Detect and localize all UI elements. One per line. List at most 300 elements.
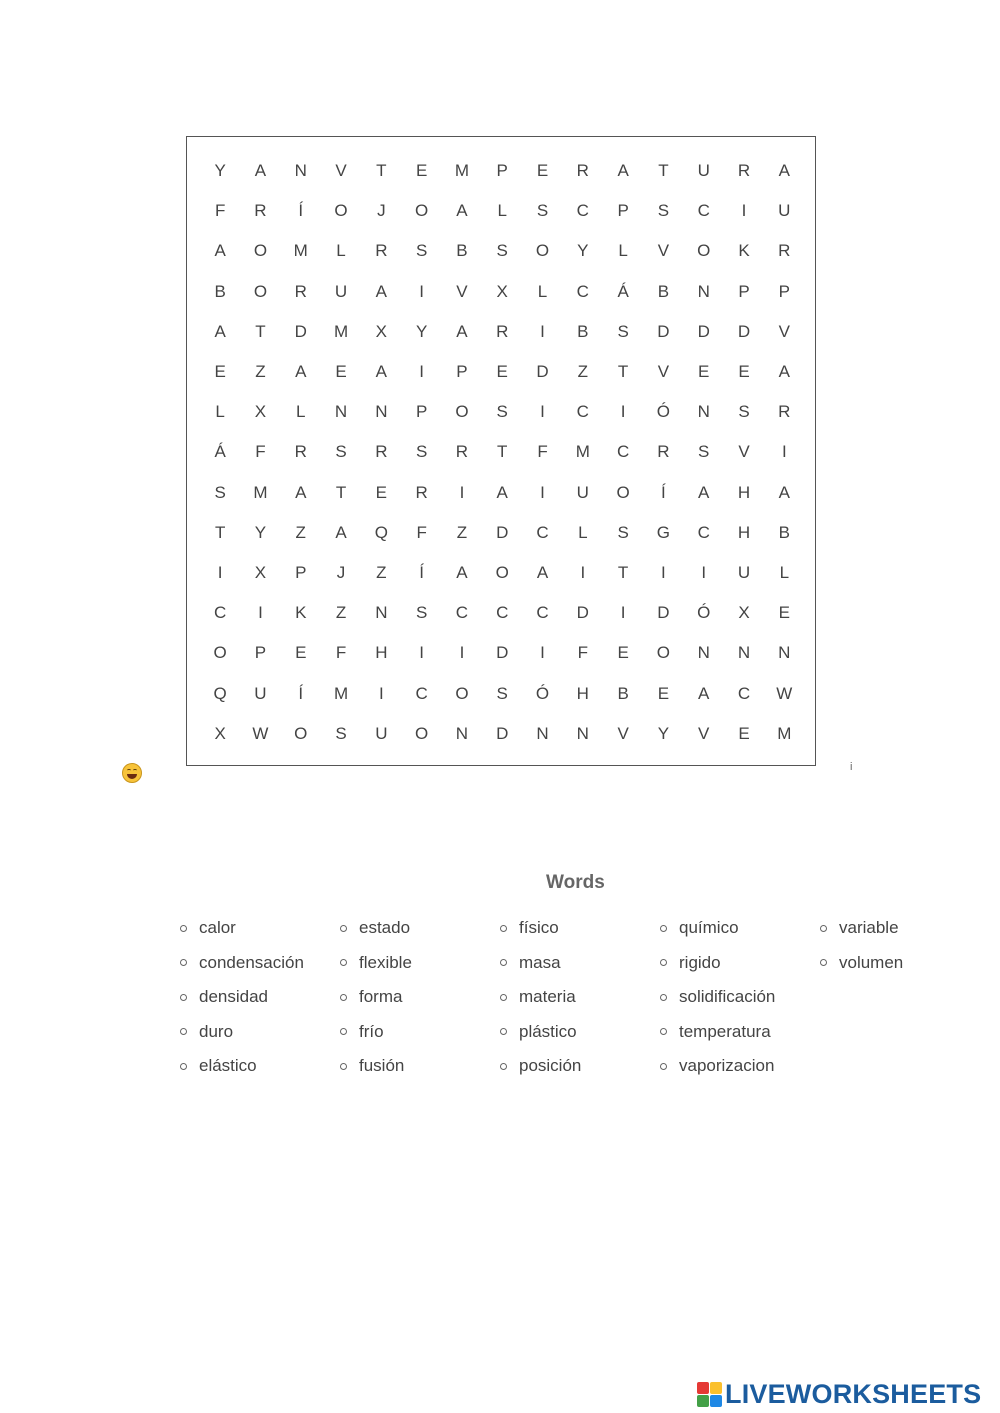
grid-cell[interactable]: E [335, 362, 347, 382]
grid-cell[interactable]: Y [415, 321, 428, 341]
grid-cell[interactable]: E [415, 161, 428, 181]
grid-cell[interactable]: R [375, 241, 388, 261]
grid-cell[interactable]: U [254, 683, 267, 703]
bullet-icon [180, 1028, 187, 1035]
grid-cell[interactable]: I [701, 562, 707, 582]
grid-cell[interactable]: M [333, 321, 349, 341]
grid-cell[interactable]: O [213, 643, 227, 663]
grid-cell[interactable]: Z [577, 362, 589, 382]
grid-cell[interactable]: C [214, 603, 227, 623]
grid-cell[interactable]: Á [214, 442, 226, 462]
grid-cell[interactable]: N [778, 643, 791, 663]
grid-cell[interactable]: F [577, 643, 589, 663]
bullet-icon [660, 1028, 667, 1035]
grid-cell[interactable]: U [334, 281, 348, 301]
grid-cell[interactable]: M [454, 161, 470, 181]
grid-cell[interactable]: D [294, 321, 307, 341]
grid-cell[interactable]: I [781, 442, 787, 462]
word-item [660, 1022, 771, 1042]
grid-cell[interactable]: S [496, 402, 508, 422]
grid-cell[interactable]: E [778, 603, 790, 623]
grid-cell[interactable]: S [214, 482, 226, 502]
word-label: temperatura [679, 1021, 771, 1041]
grid-cell[interactable]: H [737, 522, 751, 542]
grid-cell[interactable]: E [738, 362, 750, 382]
grid-cell[interactable]: C [697, 522, 710, 542]
bullet-icon [820, 959, 827, 966]
grid-cell[interactable]: X [254, 562, 267, 582]
grid-cell[interactable]: L [578, 522, 588, 542]
grid-cell[interactable]: C [616, 442, 630, 462]
grid-cell[interactable]: M [333, 683, 349, 703]
word-item [340, 1022, 384, 1042]
grid-cell[interactable]: I [620, 402, 626, 422]
grid-cell[interactable]: K [738, 241, 750, 261]
bullet-icon [180, 925, 187, 932]
word-item [180, 1056, 257, 1076]
grid-cell[interactable]: P [496, 161, 508, 181]
grid-cell[interactable]: P [738, 281, 750, 301]
grid-cell[interactable]: U [697, 161, 710, 181]
grid-cell[interactable]: L [537, 281, 548, 301]
grid-cell[interactable]: S [496, 683, 508, 703]
grid-cell[interactable]: H [576, 683, 589, 703]
grid-cell[interactable]: R [294, 442, 307, 462]
word-label: químico [679, 918, 739, 937]
grid-cell[interactable]: I [459, 643, 465, 663]
grid-cell[interactable]: O [253, 281, 268, 301]
grid-cell[interactable]: G [656, 522, 671, 542]
grid-cell[interactable]: P [456, 362, 468, 382]
bullet-icon [500, 959, 507, 966]
grid-cell[interactable]: B [778, 522, 790, 542]
grid-cell[interactable]: O [656, 643, 671, 663]
word-item [820, 918, 899, 938]
word-item [500, 953, 561, 973]
word-label: fusión [359, 1056, 405, 1075]
grid-cell[interactable]: F [255, 442, 266, 462]
grid-cell[interactable]: A [456, 562, 468, 582]
grid-cell[interactable]: Í [298, 683, 304, 703]
grid-cell[interactable]: A [536, 562, 549, 582]
grid-cell[interactable]: N [697, 643, 710, 663]
grid-cell[interactable]: C [536, 603, 549, 623]
grid-cell[interactable]: R [778, 241, 791, 261]
bullet-icon [340, 1028, 347, 1035]
word-search-puzzle [186, 136, 816, 766]
word-item [340, 918, 410, 938]
grid-cell[interactable]: A [456, 201, 468, 221]
word-item [820, 953, 903, 973]
bullet-icon [180, 1063, 187, 1070]
grid-cell[interactable]: V [657, 241, 670, 261]
grid-cell[interactable]: A [778, 161, 790, 181]
grid-cell[interactable]: E [375, 482, 387, 502]
grid-cell[interactable]: F [416, 522, 427, 542]
grid-cell[interactable]: O [535, 241, 550, 261]
word-label: vaporizacion [679, 1056, 775, 1075]
word-label: forma [359, 987, 403, 1006]
word-item [340, 987, 402, 1007]
grid-cell[interactable]: N [697, 402, 710, 422]
grid-cell[interactable]: P [254, 643, 267, 663]
grid-cell[interactable]: D [697, 321, 710, 341]
grid-cell[interactable]: R [496, 321, 509, 341]
grid-cell[interactable]: Q [213, 683, 227, 703]
word-list [180, 918, 980, 1098]
grid-cell[interactable]: N [576, 723, 589, 743]
word-label: frío [359, 1021, 384, 1041]
grid-cell[interactable]: C [496, 603, 509, 623]
grid-cell[interactable]: H [737, 482, 751, 502]
grid-cell[interactable]: Y [254, 522, 267, 542]
grid-cell[interactable]: O [253, 241, 268, 261]
grid-cell[interactable]: P [415, 402, 428, 422]
grid-cell[interactable]: I [419, 281, 424, 301]
word-label: densidad [199, 987, 269, 1006]
grid-cell[interactable]: N [455, 723, 469, 743]
word-label: flexible [359, 952, 412, 972]
word-label: variable [839, 918, 899, 937]
grid-cell[interactable]: X [375, 321, 387, 341]
grid-cell[interactable]: P [617, 201, 629, 221]
grid-cell[interactable]: S [496, 241, 508, 261]
grid-cell[interactable]: Y [214, 161, 226, 181]
grid-cell[interactable]: B [577, 321, 589, 341]
grid-cell[interactable]: E [657, 683, 670, 703]
grid-cell[interactable]: I [419, 643, 424, 663]
grid-cell[interactable]: C [415, 683, 428, 703]
grid-cell[interactable]: M [253, 482, 268, 502]
grid-cell[interactable]: H [375, 643, 388, 663]
grid-cell[interactable]: L [779, 562, 790, 582]
grid-cell[interactable]: I [661, 562, 666, 582]
grid-cell[interactable]: M [575, 442, 590, 462]
word-label: calor [199, 918, 236, 937]
logo-text: LIVEWORKSHEETS [725, 1378, 982, 1409]
word-label: duro [199, 1021, 234, 1041]
grid-cell[interactable]: S [617, 321, 629, 341]
grid-cell[interactable]: C [455, 603, 469, 623]
word-label: plástico [519, 1021, 577, 1041]
grid-cell[interactable]: S [335, 723, 347, 743]
grid-cell[interactable]: Q [374, 522, 388, 542]
grid-cell[interactable]: O [415, 723, 429, 743]
grid-cell[interactable]: D [496, 522, 509, 542]
grid-cell[interactable]: O [415, 201, 429, 221]
letter-grid [200, 151, 804, 754]
grid-cell[interactable]: X [214, 723, 226, 743]
grid-cell[interactable]: S [415, 442, 428, 462]
bullet-icon [340, 959, 347, 966]
grid-cell[interactable]: P [295, 562, 307, 582]
grid-cell[interactable]: T [617, 362, 629, 382]
grid-cell[interactable]: B [214, 281, 226, 301]
grid-cell[interactable]: A [214, 321, 226, 341]
grid-cell[interactable]: R [576, 161, 589, 181]
grid-cell[interactable]: R [737, 161, 751, 181]
grid-cell[interactable]: A [496, 482, 508, 502]
word-label: volumen [839, 952, 904, 972]
bullet-icon [660, 925, 667, 932]
grid-cell[interactable]: D [576, 603, 589, 623]
grid-cell[interactable]: Á [617, 281, 629, 301]
grid-cell[interactable]: Z [335, 603, 347, 623]
grid-cell[interactable]: T [497, 442, 508, 462]
grid-cell[interactable]: E [698, 362, 710, 382]
grid-cell[interactable]: C [576, 281, 589, 301]
grid-cell[interactable]: A [778, 362, 790, 382]
grid-cell[interactable]: T [255, 321, 266, 341]
grid-cell[interactable]: A [617, 161, 629, 181]
grid-cell[interactable]: D [536, 362, 549, 382]
grid-cell[interactable]: D [657, 603, 670, 623]
grid-cell[interactable]: N [536, 723, 549, 743]
word-item [500, 1022, 577, 1042]
word-label: estado [359, 918, 411, 937]
grid-cell[interactable]: C [536, 522, 549, 542]
grid-cell[interactable]: Ó [697, 603, 711, 623]
grid-cell[interactable]: V [778, 321, 790, 341]
grid-cell[interactable]: R [657, 442, 670, 462]
grinning-squinting-face-icon [122, 763, 142, 783]
grid-cell[interactable]: A [295, 482, 307, 502]
grid-cell[interactable]: J [377, 201, 386, 221]
grid-cell[interactable]: Ó [535, 683, 550, 703]
bullet-icon [500, 925, 507, 932]
grid-cell[interactable]: L [336, 241, 346, 261]
grid-cell[interactable]: C [737, 683, 751, 703]
grid-cell[interactable]: I [378, 683, 384, 703]
grid-cell[interactable]: Y [577, 241, 589, 261]
word-item [340, 1056, 404, 1076]
grid-cell[interactable]: S [738, 402, 750, 422]
grid-cell[interactable]: O [616, 482, 630, 502]
grid-cell[interactable]: M [293, 241, 308, 261]
grid-cell[interactable]: D [496, 723, 509, 743]
grid-cell[interactable]: V [335, 161, 347, 181]
bullet-icon [660, 959, 667, 966]
grid-cell[interactable]: X [496, 281, 508, 301]
grid-cell[interactable]: D [657, 321, 670, 341]
grid-cell[interactable]: N [737, 643, 751, 663]
bullet-icon [340, 925, 347, 932]
word-label: rigido [679, 952, 721, 972]
grid-cell[interactable]: A [214, 241, 226, 261]
word-label: condensación [199, 952, 304, 972]
grid-cell[interactable]: T [376, 161, 387, 181]
grid-cell[interactable]: O [495, 562, 509, 582]
bullet-icon [180, 959, 187, 966]
grid-cell[interactable]: E [617, 643, 629, 663]
grid-cell[interactable]: O [334, 201, 348, 221]
bullet-icon [660, 994, 667, 1001]
grid-cell[interactable]: V [617, 723, 629, 743]
grid-cell[interactable]: C [576, 201, 589, 221]
word-label: físico [519, 918, 559, 937]
grid-cell[interactable]: Ó [656, 402, 671, 422]
words-title: Words [546, 872, 605, 893]
word-item [660, 953, 721, 973]
grid-cell[interactable]: Y [657, 723, 670, 743]
grid-cell[interactable]: E [295, 643, 307, 663]
word-item [180, 1022, 233, 1042]
grid-cell[interactable]: E [536, 161, 549, 181]
grid-cell[interactable]: U [778, 201, 791, 221]
grid-cell[interactable]: S [415, 241, 428, 261]
grid-cell[interactable]: A [456, 321, 468, 341]
grid-cell[interactable]: V [738, 442, 750, 462]
bullet-icon [340, 1063, 347, 1070]
grid-cell[interactable]: I [540, 321, 545, 341]
bullet-icon [500, 1063, 507, 1070]
bullet-icon [820, 925, 827, 932]
grid-cell[interactable]: U [576, 482, 589, 502]
word-label: materia [519, 987, 576, 1006]
grid-cell[interactable]: A [698, 482, 710, 502]
grid-cell[interactable]: I [580, 562, 586, 582]
grid-cell[interactable]: S [698, 442, 710, 462]
word-label: masa [519, 952, 561, 972]
grid-cell[interactable]: P [778, 281, 790, 301]
word-item [500, 1056, 581, 1076]
grid-cell[interactable]: B [617, 683, 629, 703]
grid-cell[interactable]: S [617, 522, 629, 542]
grid-cell[interactable]: A [375, 281, 387, 301]
grid-cell[interactable]: M [777, 723, 792, 743]
grid-cell[interactable]: F [335, 643, 347, 663]
grid-cell[interactable]: L [215, 402, 225, 422]
grid-cell[interactable]: R [254, 201, 267, 221]
grid-cell[interactable]: Í [298, 201, 304, 221]
grid-cell[interactable]: X [738, 603, 750, 623]
word-item [340, 953, 412, 973]
word-label: solidificación [679, 987, 776, 1006]
grid-cell[interactable]: O [294, 723, 308, 743]
grid-cell[interactable]: I [459, 482, 465, 502]
grid-cell[interactable]: E [738, 723, 750, 743]
grid-cell[interactable]: E [214, 362, 226, 382]
grid-cell[interactable]: T [214, 522, 226, 542]
grid-cell[interactable]: S [335, 442, 347, 462]
grid-cell[interactable]: X [254, 402, 267, 422]
tiny-mark: i [850, 761, 853, 773]
grid-cell[interactable]: Z [255, 362, 266, 382]
grid-cell[interactable]: W [776, 683, 793, 703]
bullet-icon [500, 994, 507, 1001]
word-item [660, 1056, 774, 1076]
grid-cell[interactable]: N [697, 281, 710, 301]
grid-cell[interactable]: N [334, 402, 348, 422]
grid-cell[interactable]: V [657, 362, 670, 382]
grid-cell[interactable]: I [258, 603, 263, 623]
grid-cell[interactable]: A [375, 362, 387, 382]
grid-cell[interactable]: I [540, 482, 545, 502]
grid-cell[interactable]: S [657, 201, 670, 221]
grid-cell[interactable]: A [295, 362, 307, 382]
grid-cell[interactable]: U [737, 562, 751, 582]
word-item [500, 918, 559, 938]
grid-cell[interactable]: F [537, 442, 548, 462]
grid-cell[interactable]: I [419, 362, 424, 382]
bullet-icon [340, 994, 347, 1001]
grid-cell[interactable]: V [456, 281, 468, 301]
grid-cell[interactable]: A [778, 482, 790, 502]
grid-cell[interactable]: C [576, 402, 589, 422]
grid-cell[interactable]: J [336, 562, 346, 582]
grid-cell[interactable]: N [294, 161, 307, 181]
liveworksheets-logo [697, 1378, 981, 1410]
grid-cell[interactable]: T [658, 161, 669, 181]
grid-cell[interactable]: R [415, 482, 428, 502]
grid-cell[interactable]: V [698, 723, 710, 743]
word-item [180, 953, 304, 973]
grid-cell[interactable]: D [496, 643, 509, 663]
grid-cell[interactable]: Z [376, 562, 387, 582]
grid-cell[interactable]: T [617, 562, 629, 582]
grid-cell[interactable]: F [214, 201, 226, 221]
grid-cell[interactable]: R [294, 281, 307, 301]
grid-cell[interactable]: N [375, 603, 388, 623]
grid-cell[interactable]: L [296, 402, 306, 422]
grid-cell[interactable]: S [415, 603, 428, 623]
grid-cell[interactable]: R [375, 442, 388, 462]
word-item [500, 987, 576, 1007]
word-label: posición [519, 1056, 582, 1075]
grid-cell[interactable]: R [455, 442, 469, 462]
bullet-icon [500, 1028, 507, 1035]
grid-cell[interactable]: Z [456, 522, 468, 542]
grid-cell[interactable]: B [456, 241, 468, 261]
grid-cell[interactable]: L [618, 241, 628, 261]
grid-cell[interactable]: R [778, 402, 791, 422]
grid-cell[interactable]: O [455, 683, 469, 703]
grid-cell[interactable]: L [497, 201, 507, 221]
grid-cell[interactable]: B [657, 281, 670, 301]
word-item [180, 987, 268, 1007]
grid-cell[interactable]: I [217, 562, 223, 582]
grid-cell[interactable]: N [375, 402, 388, 422]
grid-cell[interactable]: A [335, 522, 347, 542]
grid-cell[interactable]: I [741, 201, 747, 221]
grid-cell[interactable]: I [620, 603, 626, 623]
grid-cell[interactable]: I [540, 643, 545, 663]
grid-cell[interactable]: D [737, 321, 751, 341]
liveworksheets-logo-icon [697, 1382, 722, 1407]
grid-cell[interactable]: W [252, 723, 269, 743]
word-item [180, 918, 236, 938]
grid-cell[interactable]: A [698, 683, 710, 703]
grid-cell[interactable]: Í [419, 562, 424, 582]
grid-cell[interactable]: E [496, 362, 508, 382]
grid-cell[interactable]: A [254, 161, 267, 181]
bullet-icon [180, 994, 187, 1001]
grid-cell[interactable]: O [455, 402, 469, 422]
grid-cell[interactable]: C [697, 201, 710, 221]
bullet-icon [660, 1063, 667, 1070]
grid-cell[interactable]: U [375, 723, 388, 743]
word-label: elástico [199, 1056, 257, 1075]
grid-cell[interactable]: K [295, 603, 307, 623]
grid-cell[interactable]: Z [295, 522, 306, 542]
grid-cell[interactable]: I [540, 402, 545, 422]
grid-cell[interactable]: Í [661, 482, 666, 502]
grid-cell[interactable]: O [697, 241, 711, 261]
word-item [660, 918, 739, 938]
grid-cell[interactable]: S [536, 201, 549, 221]
word-item [660, 987, 775, 1007]
grid-cell[interactable]: T [335, 482, 347, 502]
